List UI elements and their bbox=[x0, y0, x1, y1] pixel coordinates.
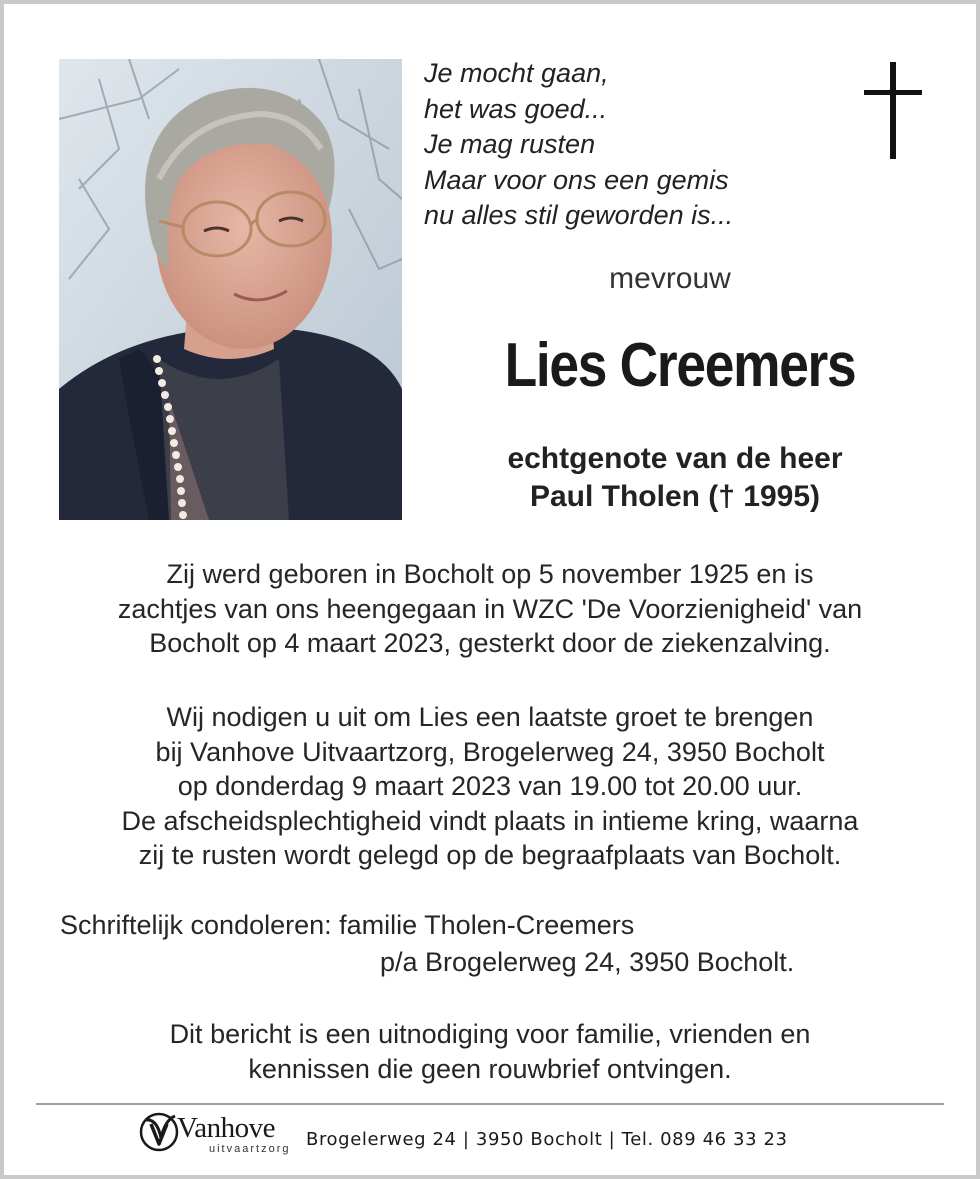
text-line: kennissen die geen rouwbrief ontvingen. bbox=[248, 1053, 732, 1084]
portrait-photo bbox=[59, 59, 402, 520]
spouse-line: Paul Tholen († 1995) bbox=[529, 480, 821, 513]
text-line: Dit bericht is een uitnodiging voor familie, vrienden en bbox=[169, 1019, 811, 1049]
spouse-line: echtgenote van de heer bbox=[507, 442, 843, 475]
condolences-line: Schriftelijk condoleren: familie Tholen-Creemers bbox=[60, 910, 635, 940]
condolences-address: p/a Brogelerweg 24, 3950 Bocholt. bbox=[380, 947, 795, 977]
text-line: bij Vanhove Uitvaartzorg, Brogelerweg 24, 3950 Bocholt bbox=[155, 736, 825, 767]
brand-name: Vanhove bbox=[177, 1112, 275, 1144]
text-line: Bocholt op 4 maart 2023, gesterkt door de ziekenzalving. bbox=[149, 628, 831, 658]
invitation-paragraph bbox=[30, 700, 950, 873]
vanhove-logo-mark-icon bbox=[137, 1110, 181, 1154]
poem-line: Je mocht gaan, bbox=[424, 58, 609, 88]
poem-line: Je mag rusten bbox=[424, 129, 596, 159]
vanhove-logo bbox=[137, 1110, 297, 1156]
text-line: zachtjes van ons heengegaan in WZC 'De Voorzienigheid' van bbox=[117, 593, 863, 624]
honorific: mevrouw bbox=[609, 262, 731, 295]
brand-subtitle: uitvaartzorg bbox=[209, 1143, 291, 1155]
birth-death-paragraph bbox=[30, 557, 950, 661]
text-line: De afscheidsplechtigheid vindt plaats in intieme kring, waarna bbox=[121, 805, 859, 836]
text-line: Wij nodigen u uit om Lies een laatste groet te brengen bbox=[166, 702, 814, 732]
poem bbox=[424, 56, 733, 234]
text-line: zij te rusten wordt gelegd op de begraafplaats van Bocholt. bbox=[138, 840, 842, 870]
text-line: op donderdag 9 maart 2023 van 19.00 tot 20.00 uur. bbox=[177, 771, 803, 801]
text-line: Zij werd geboren in Bocholt op 5 november 1925 en is bbox=[166, 559, 814, 589]
footer-address: Brogelerweg 24 | 3950 Bocholt | Tel. 089 46 33 23 bbox=[306, 1129, 788, 1150]
closing-paragraph bbox=[30, 1017, 950, 1086]
deceased-name: Lies Creemers bbox=[504, 331, 856, 400]
cross-icon bbox=[864, 62, 922, 159]
poem-line: Maar voor ons een gemis bbox=[424, 164, 729, 195]
poem-line: het was goed... bbox=[424, 93, 608, 124]
footer-divider bbox=[36, 1103, 944, 1105]
spouse-info bbox=[410, 440, 940, 516]
poem-line: nu alles stil geworden is... bbox=[424, 200, 734, 230]
